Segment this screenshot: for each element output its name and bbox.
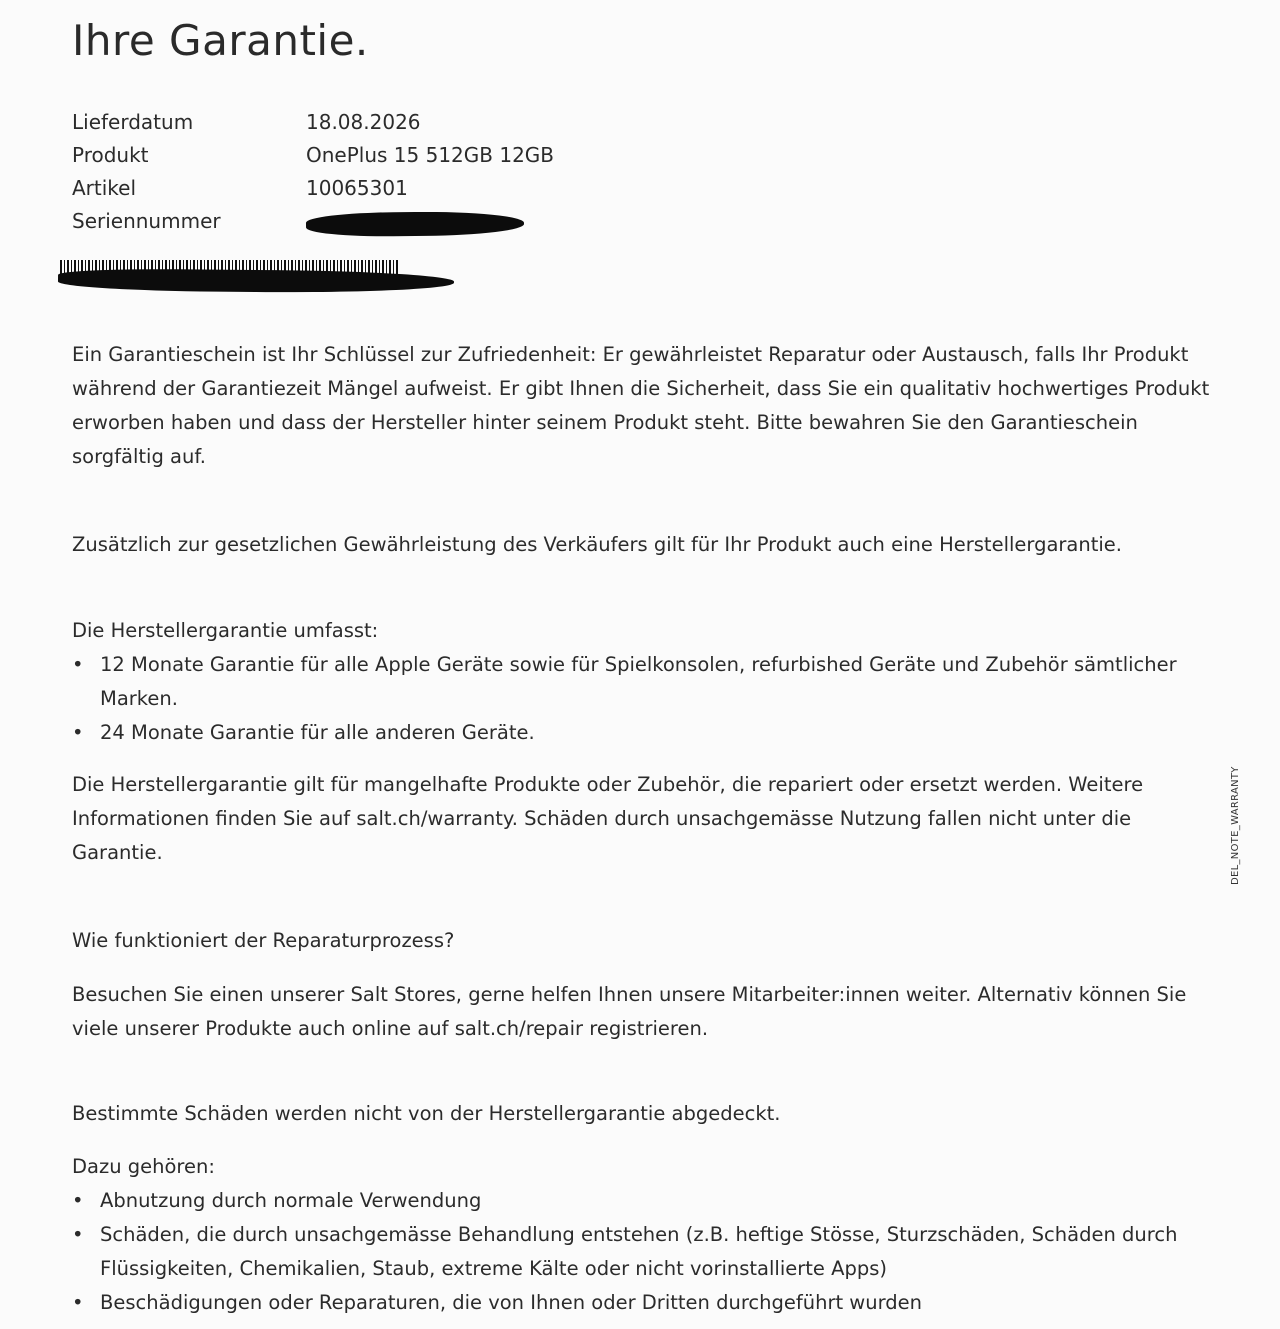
info-label: Artikel — [72, 176, 137, 200]
list-item: • Schäden, die durch unsachgemässe Behandlung entstehen (z.B. heftige Stösse, Sturzschäden, Schäden durch Flüssigkeiten, Chemikalien, Staub, extreme Kälte oder nicht vorinstallierte Apps) — [72, 1218, 1222, 1286]
coverage-note-paragraph: Die Herstellergarantie gilt für mangelhafte Produkte oder Zubehör, die repariert oder ersetzt werden. Weitere Informationen finden Sie auf salt.ch/warranty. Schäden durch unsachgemässe Nutzung fallen nicht unter die Garantie. — [72, 773, 1144, 864]
info-value: 10065301 — [306, 176, 408, 200]
exclusions-heading: Dazu gehören: — [72, 1155, 215, 1178]
coverage-heading: Die Herstellergarantie umfasst: — [72, 619, 379, 642]
repair-paragraph: Besuchen Sie einen unserer Salt Stores, gerne helfen Ihnen unsere Mitarbeiter:innen weiter. Alternativ können Sie viele unserer Produkte auch online auf salt.ch/repair registrieren. — [72, 983, 1187, 1040]
intro-paragraph: Ein Garantieschein ist Ihr Schlüssel zur Zufriedenheit: Er gewährleistet Reparatur oder Austausch, falls Ihr Produkt während der Garantiezeit Mängel aufweist. Er gibt Ihnen die Sicherheit, dass Sie ein qualitativ hochwertiges Produkt erworben haben und dass der Hersteller hinter seinem Produkt steht. Bitte bewahren Sie den Garantieschein sorgfältig auf. — [72, 343, 1210, 468]
info-label: Lieferdatum — [72, 110, 194, 134]
repair-heading: Wie funktioniert der Reparaturprozess? — [72, 929, 455, 952]
page-title: Ihre Garantie. — [72, 16, 369, 65]
info-label: Produkt — [72, 143, 149, 167]
serial-number-redaction — [306, 211, 524, 237]
document-code-label: DEL_NOTE_WARRANTY — [1230, 766, 1241, 885]
additional-warranty-paragraph: Zusätzlich zur gesetzlichen Gewährleistung des Verkäufers gilt für Ihr Produkt auch eine Herstellergarantie. — [72, 533, 1122, 556]
info-value: 18.08.2026 — [306, 110, 421, 134]
exclusions-list — [72, 1184, 1222, 1320]
info-label: Seriennummer — [72, 209, 221, 233]
coverage-list — [72, 648, 1222, 750]
list-item: • Beschädigungen oder Reparaturen, die von Ihnen oder Dritten durchgeführt wurden — [72, 1286, 1222, 1320]
info-value: OnePlus 15 512GB 12GB — [306, 143, 555, 167]
exclusions-intro: Bestimmte Schäden werden nicht von der Herstellergarantie abgedeckt. — [72, 1102, 781, 1125]
list-item: • 12 Monate Garantie für alle Apple Geräte sowie für Spielkonsolen, refurbished Geräte und Zubehör sämtlicher Marken. — [72, 648, 1222, 716]
list-item: • Abnutzung durch normale Verwendung — [72, 1184, 1222, 1218]
list-item: • 24 Monate Garantie für alle anderen Geräte. — [72, 716, 1222, 750]
